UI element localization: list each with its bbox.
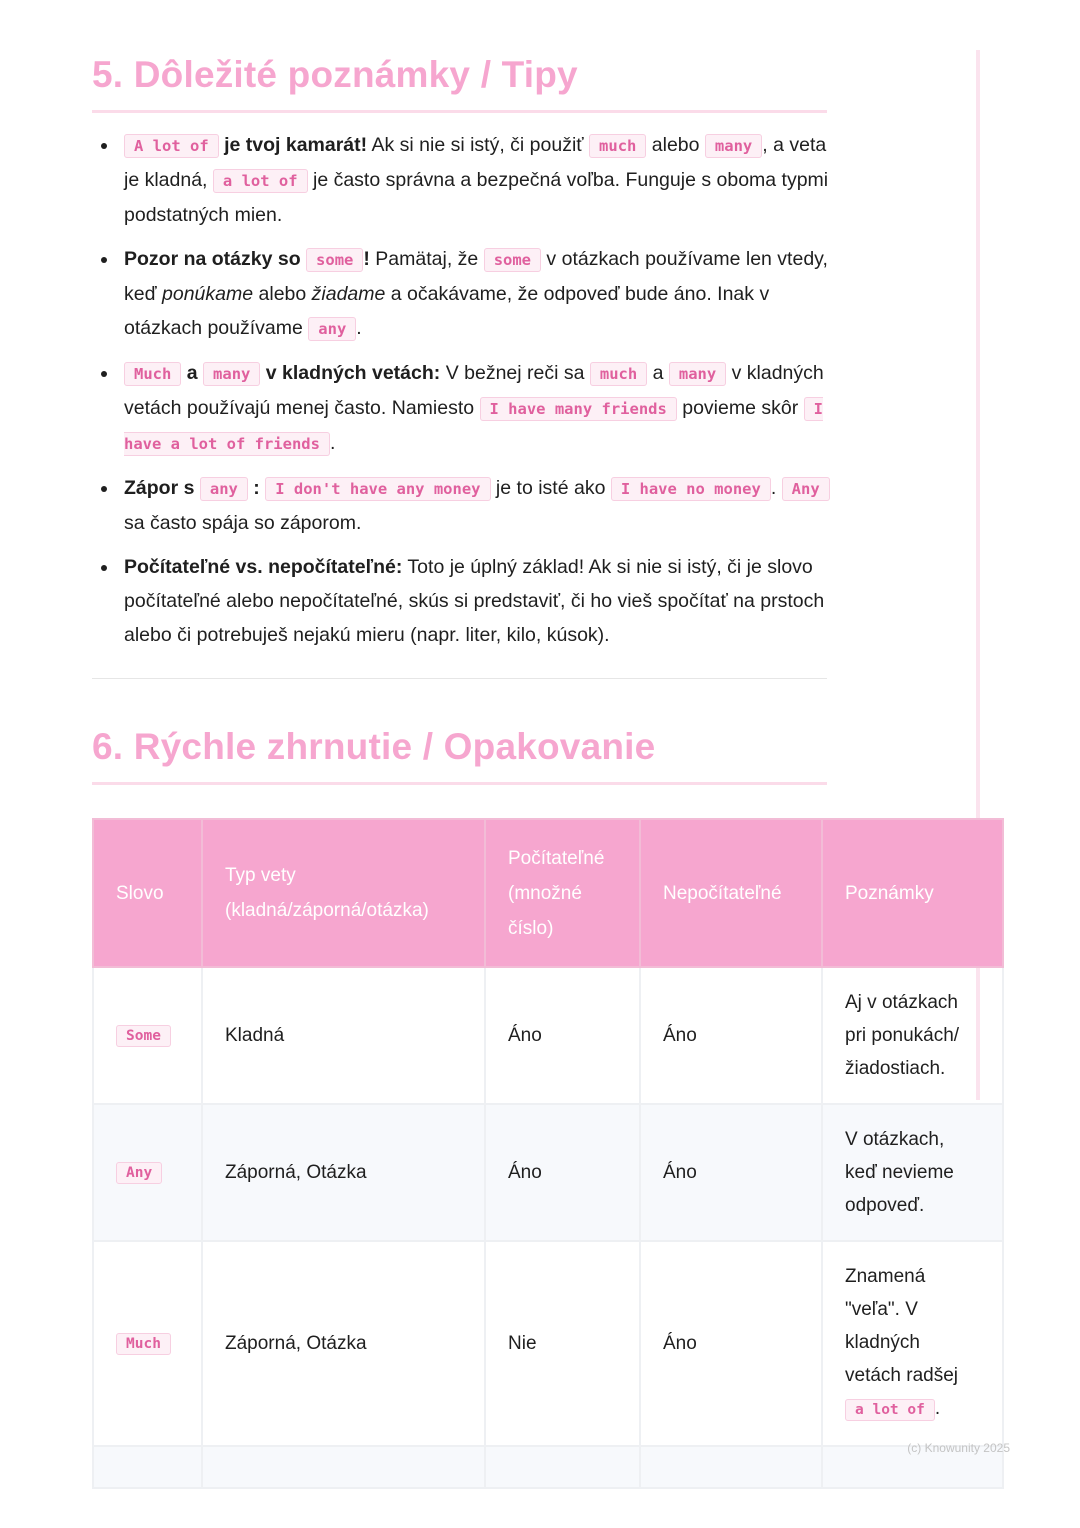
tip-item xyxy=(92,356,832,461)
inline-code: a lot of xyxy=(213,169,308,193)
word-code: Much xyxy=(116,1333,171,1355)
note-cell: V otázkach, keď nevieme odpoveď. xyxy=(822,1104,1003,1241)
tip-text: . xyxy=(356,317,362,339)
column-header: Typ vety (kladná/záporná/otázka) xyxy=(202,819,485,967)
inline-code: many xyxy=(705,134,762,158)
inline-code: many xyxy=(669,362,726,386)
tip-text: Pamätaj, že xyxy=(369,248,484,270)
uncountable-cell: Áno xyxy=(640,967,822,1104)
countable-cell: Nie xyxy=(485,1241,640,1446)
word-cell xyxy=(93,967,202,1104)
tip-item xyxy=(92,242,832,346)
inline-code: many xyxy=(203,362,260,386)
column-header: Slovo xyxy=(93,819,202,967)
section-6-title: 6. Rýchle zhrnutie / Opakovanie xyxy=(92,726,656,767)
table-row xyxy=(93,1241,1003,1446)
table-row xyxy=(93,1446,1003,1488)
bold-text: Počítateľné vs. nepočítateľné: xyxy=(124,556,403,578)
tip-text: je to isté ako xyxy=(490,477,611,499)
tip-text: , a veta je kladná, xyxy=(124,134,827,191)
uncountable-cell: Áno xyxy=(640,1241,822,1446)
note-cell: Aj v otázkach pri ponukách/ žiadostiach. xyxy=(822,967,1003,1104)
type-cell: Záporná, Otázka xyxy=(202,1241,485,1446)
inline-code: I don't have any money xyxy=(265,477,490,501)
tip-text: Toto je úplný základ! Ak si nie si istý, či je slovo počítateľné alebo nepočítateľné, skús si predstaviť, či ho vieš spočítať na prstoch alebo či potrebuješ nejakú mieru (napr. liter, kilo, kúsok). xyxy=(124,556,825,646)
italic-text: žiadame xyxy=(311,283,386,305)
word-code: Any xyxy=(116,1162,162,1184)
tip-text: a očakávame, že odpoveď bude áno. Inak v otázkach používame xyxy=(124,283,770,339)
section-divider xyxy=(92,678,827,679)
bold-text: Zápor s xyxy=(124,477,200,499)
inline-code: much xyxy=(590,362,647,386)
word-cell xyxy=(93,1104,202,1241)
column-header: Nepočítateľné xyxy=(640,819,822,967)
section-6-title-underline xyxy=(92,782,827,785)
tip-item xyxy=(92,471,832,540)
empty-cell xyxy=(93,1446,202,1488)
empty-cell xyxy=(485,1446,640,1488)
countable-cell: Áno xyxy=(485,967,640,1104)
bold-text: Pozor na otázky so xyxy=(124,248,307,270)
note-cell xyxy=(822,1241,1003,1446)
table-header-row xyxy=(93,819,1003,967)
tip-text: alebo xyxy=(646,134,705,156)
tip-item xyxy=(92,550,832,652)
tip-text: V bežnej reči sa xyxy=(440,362,590,384)
tip-text: v otázkach používame len vtedy, keď xyxy=(124,248,828,305)
section-5-title-underline xyxy=(92,110,827,113)
bold-text: ! xyxy=(363,248,370,270)
tip-text: v kladných vetách používajú menej často. Namiesto xyxy=(124,362,824,419)
empty-cell xyxy=(202,1446,485,1488)
countable-cell: Áno xyxy=(485,1104,640,1241)
column-header: Poznámky xyxy=(822,819,1003,967)
inline-code: some xyxy=(306,248,363,272)
table-row xyxy=(93,1104,1003,1241)
tip-text: povieme skôr xyxy=(676,397,804,419)
tip-text: . xyxy=(329,432,336,454)
bold-text: a xyxy=(186,362,198,384)
type-cell: Kladná xyxy=(202,967,485,1104)
tip-item xyxy=(92,128,832,232)
italic-text: ponúkame xyxy=(162,283,254,305)
tip-text: sa často spája so záporom. xyxy=(124,512,362,534)
copyright-footer: (c) Knowunity 2025 xyxy=(907,1441,1010,1455)
inline-code: A lot of xyxy=(124,134,219,158)
tip-text: alebo xyxy=(253,283,312,305)
section-5-title: 5. Dôležité poznámky / Tipy xyxy=(92,54,578,95)
uncountable-cell: Áno xyxy=(640,1104,822,1241)
bold-text: je tvoj kamarát! xyxy=(224,134,368,156)
tip-text: . xyxy=(770,477,782,499)
tip-text: je často správna a bezpečná voľba. Funguje s oboma typmi podstatných mien. xyxy=(124,169,829,226)
inline-code: any xyxy=(200,477,248,501)
note-text: . xyxy=(934,1398,941,1419)
inline-code: much xyxy=(589,134,646,158)
inline-code: I have many friends xyxy=(480,397,677,421)
tip-text: a xyxy=(647,362,669,384)
bold-text: v kladných vetách: xyxy=(265,362,441,384)
inline-code: a lot of xyxy=(845,1399,935,1421)
inline-code: Any xyxy=(782,477,830,501)
tip-text: Ak si nie si istý, či použiť xyxy=(367,134,590,156)
tips-list xyxy=(92,128,832,662)
inline-code: any xyxy=(308,317,356,341)
inline-code: I have no money xyxy=(611,477,771,501)
inline-code: I have a lot of friends xyxy=(124,397,823,456)
note-text: Znamená "veľa". V kladných vetách radšej xyxy=(845,1266,959,1386)
empty-cell xyxy=(640,1446,822,1488)
column-header: Počítateľné (množné číslo) xyxy=(485,819,640,967)
bold-text: : xyxy=(253,477,260,499)
type-cell: Záporná, Otázka xyxy=(202,1104,485,1241)
inline-code: Much xyxy=(124,362,181,386)
table-row xyxy=(93,967,1003,1104)
summary-table xyxy=(92,818,1004,1489)
word-cell xyxy=(93,1241,202,1446)
inline-code: some xyxy=(484,248,541,272)
word-code: Some xyxy=(116,1025,171,1047)
